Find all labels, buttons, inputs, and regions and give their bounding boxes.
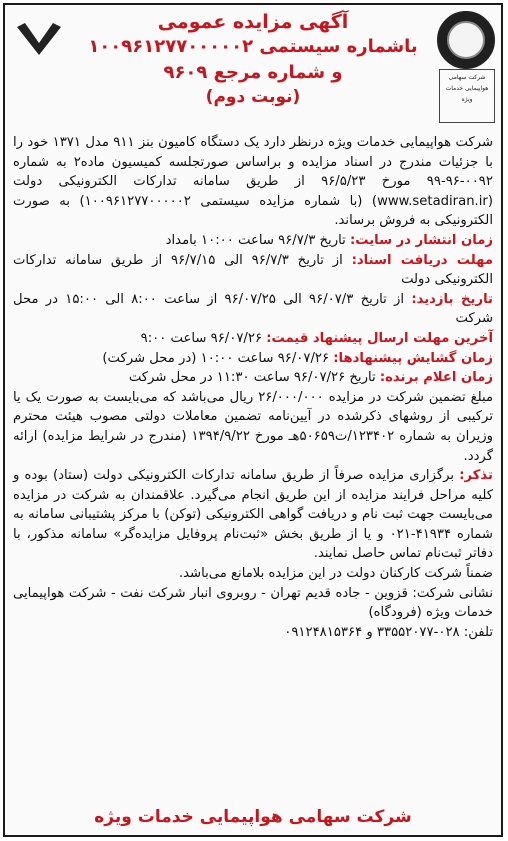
- phone-line: تلفن: ۰۲۸-۳۳۵۵۲۰۷۷ و ۰۹۱۲۴۸۱۵۳۶۴: [284, 624, 493, 640]
- visit-value: از تاریخ ۹۶/۰۷/۳ الی ۹۶/۰۷/۲۵ از ساعت ۸:۰۰ الی ۱۵:۰۰ در محل شرکت: [13, 291, 493, 327]
- deadline-label: آخرین مهلت ارسال پیشنهاد قیمت:: [266, 330, 493, 346]
- opening-line: [13, 349, 493, 369]
- notice-body: [13, 133, 493, 642]
- reference-number: و شماره مرجع ۹۶۰۹: [163, 62, 343, 83]
- address-line: نشانی شرکت: قزوین - جاده قدیم تهران - روبروی انبار شرکت نفت - شرکت هواپیمایی خدمات ویژه (فرودگاه): [13, 585, 493, 621]
- company-logo-icon: [13, 15, 65, 63]
- notice-header: [5, 5, 501, 133]
- visit-line: [13, 290, 493, 329]
- winner-value: تاریخ ۹۶/۰۷/۲۶ ساعت ۱۱:۳۰ در محل شرکت: [128, 370, 376, 386]
- deadline-value: ۹۶/۰۷/۲۶ ساعت ۹:۰۰: [140, 330, 263, 346]
- round-label: (نوبت دوم): [205, 87, 301, 107]
- auction-notice: [3, 3, 503, 837]
- note-text: برگزاری مزایده صرفاً از طریق سامانه تدارکات الکترونیکی دولت (ستاد) بوده و کلیه مراحل فرایند مزایده از این طریق انجام می‌گیرد. علاقمندان به شرکت در مزایده می‌بایست جهت ثبت نام و دریافت گواهی الکترونیکی (توکن) با مرکز پشتیبانی سامانه به شماره ۴۱۹۳۴-۰۲۱ و یا از طریق بخش «ثبت‌نام پروفایل مزایده‌گر» سامانه مذکور، با دفاتر ثبت‌نام تماس حاصل نمایند.: [13, 468, 493, 562]
- publish-line: [13, 231, 493, 251]
- visit-label: تاریخ بازدید:: [411, 291, 493, 307]
- note-label: تذکر:: [459, 468, 493, 484]
- opening-value: ۹۶/۰۷/۲۶ ساعت ۱۰:۰۰ (در محل شرکت): [102, 350, 330, 366]
- docs-value: از تاریخ ۹۶/۷/۳ الی ۹۶/۷/۱۵ از طریق سامانه تدارکات الکترونیکی دولت: [13, 252, 493, 288]
- note-paragraph: [13, 466, 493, 564]
- docs-line: [13, 251, 493, 290]
- notice-title: آگهی مزایده عمومی: [157, 11, 349, 33]
- emblem-seal-icon: [437, 11, 495, 69]
- docs-label: مهلت دریافت اسناد:: [351, 252, 493, 268]
- winner-line: [13, 368, 493, 388]
- system-number: باشماره سیستمی ۱۰۰۹۶۱۲۷۷۰۰۰۰۰۲: [88, 36, 418, 57]
- publish-label: زمان انتشار در سایت:: [349, 232, 493, 248]
- winner-label: زمان اعلام برنده:: [379, 370, 493, 386]
- deadline-line: [13, 329, 493, 349]
- intro-paragraph: شرکت هواپیمایی خدمات ویژه درنظر دارد یک دستگاه کامیون بنز ۹۱۱ مدل ۱۳۷۱ خود را با جزئیات مندرج در اسناد مزایده و براساس صورتجلسه کمیسیون ماده۲ به شماره ۰۰۹۲-۹۶-۹۹ مورخ ۹۶/۵/۲۳ از طریق سامانه تدارکات الکترونیکی دولت (www.setadiran.ir) (با شماره مزایده سیستمی ۱۰۰۹۶۱۲۷۷۰۰۰۰۰۲) به صورت الکترونیکی به فروش برساند.: [13, 135, 493, 229]
- org-name-box: شرکت سهامی هواپیمایی خدمات ویژه: [439, 69, 495, 123]
- employees-line: ضمناً شرکت کارکنان دولت در این مزایده بلامانع می‌باشد.: [178, 566, 493, 582]
- publish-value: تاریخ ۹۶/۷/۳ ساعت ۱۰:۰۰ بامداد: [165, 232, 346, 248]
- company-signature: شرکت سهامی هواپیمایی خدمات ویژه: [94, 807, 412, 827]
- opening-label: زمان گشایش پیشنهادها:: [333, 350, 493, 366]
- guarantee-paragraph: مبلغ تضمین شرکت در مزایده ۲۶/۰۰۰/۰۰۰ ریال می‌باشد که می‌بایست به صورت یک یا ترکیبی از روشهای ذکرشده در آیین‌نامه تضمین معاملات دولتی مصوب هیئت محترم وزیران به شماره ۱۲۳۴۰۲/ت۵۰۶۵۹هـ مورخ ۱۳۹۴/۹/۲۲ (مندرج در شرایط مزایده) ارائه گردد.: [13, 389, 494, 464]
